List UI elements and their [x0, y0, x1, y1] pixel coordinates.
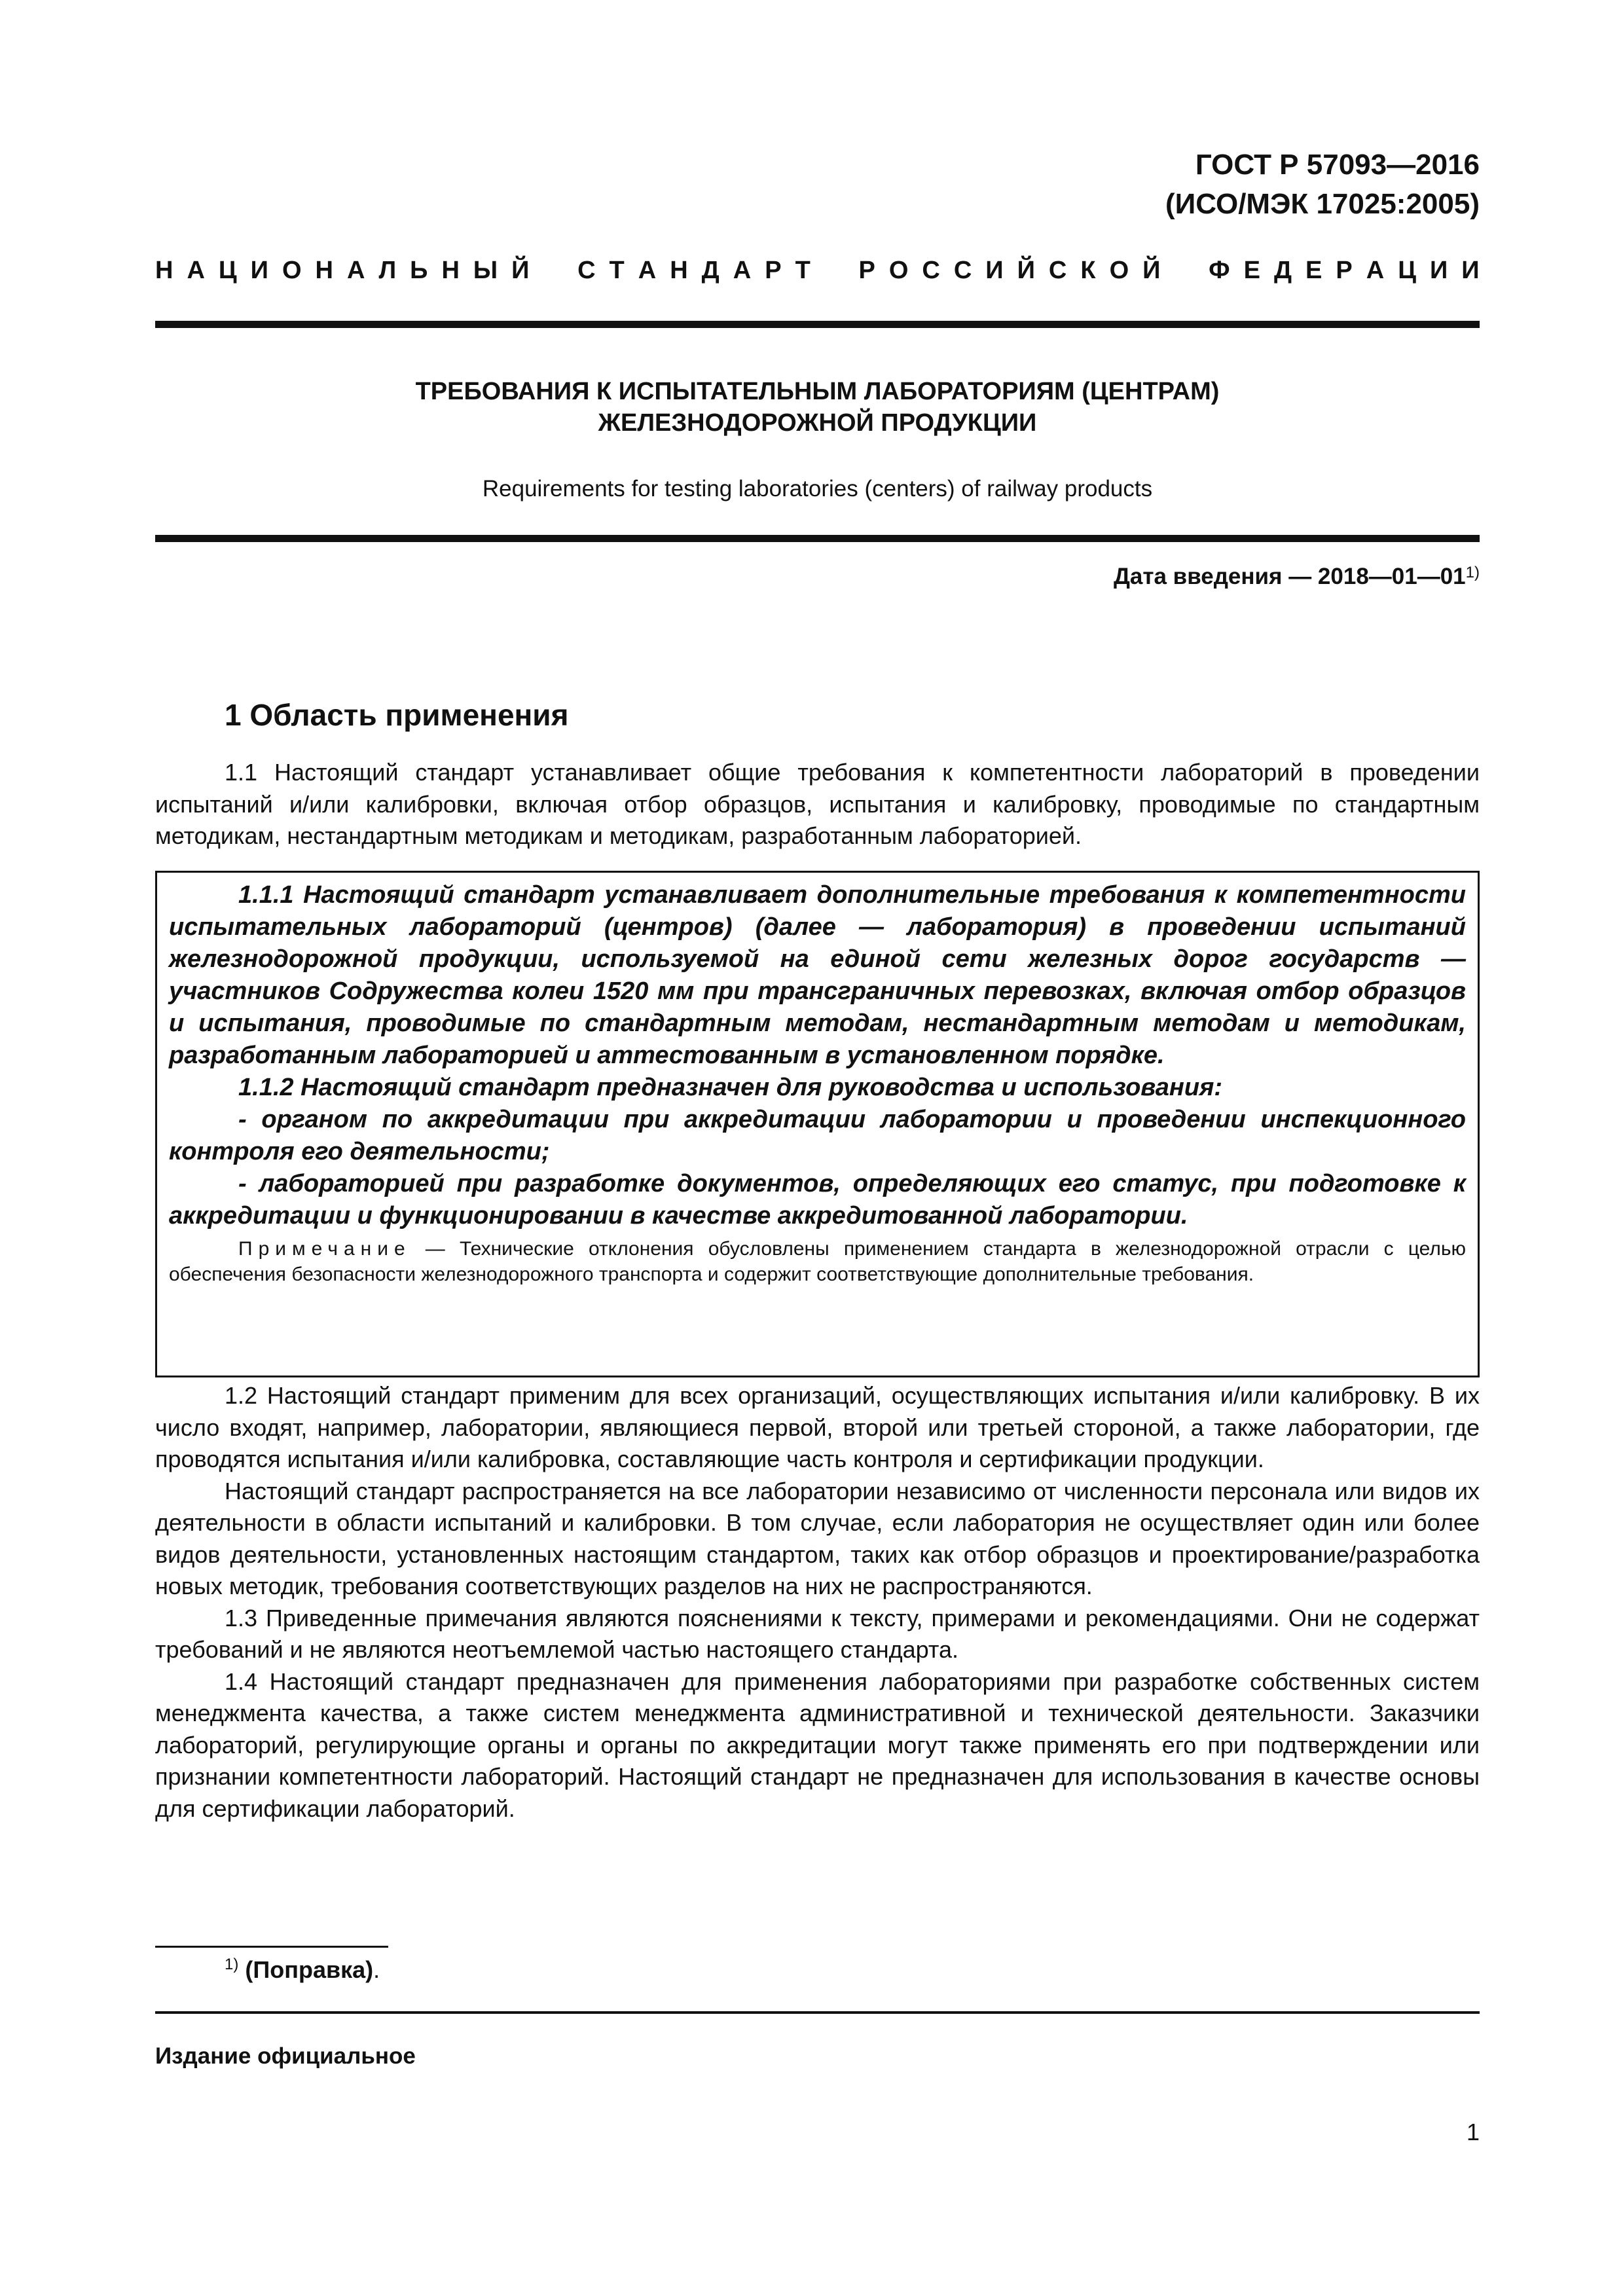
banner-letter: Ь [410, 257, 428, 284]
list-item-accreditation-body: - органом по аккредитации при аккредитации лаборатории и проведении инспекционного контроля его деятельности; [169, 1106, 1466, 1165]
document-title [155, 376, 1480, 439]
banner-letter: А [1366, 257, 1385, 284]
date-footnote-mark: 1) [1465, 564, 1480, 581]
title-line1: ТРЕБОВАНИЯ К ИСПЫТАТЕЛЬНЫМ ЛАБОРАТОРИЯМ (ЦЕНТРАМ) [415, 378, 1220, 405]
gost-code-line2: (ИСО/МЭК 17025:2005) [1165, 188, 1480, 220]
paragraph-1-2: 1.2 Настоящий стандарт применим для всех организаций, осуществляющих испытания и/или калибровку. В их число входят, например, лаборатории, являющиеся первой, второй или третьей стороной, а также лаборатории, где проводятся испытания и/или калибровка, составляющие часть контроля и сертификации продукции. [155, 1382, 1480, 1472]
paragraph-1-1-1: 1.1.1 Настоящий стандарт устанавливает дополнительные требования к компетентности испытательных лабораторий (центров) (далее — лаборатория) в проведении испытаний железнодорожной продукции, используемой на единой сети железных дорог государств — участников Содружества колеи 1520 мм при трансграничных перевозках, включая отбор образцов и испытания, проводимые по стандартным методам, нестандартным методам и методикам, разработанным лабораторией и аттестованным в установленном порядке. [169, 881, 1466, 1069]
list-item-laboratory: - лабораторией при разработке документов, определяющих его статус, при подготовке к аккредитации и функционировании в качестве аккредитованной лаборатории. [169, 1170, 1466, 1230]
banner-letter: Р [1336, 257, 1353, 284]
banner-space [824, 257, 845, 285]
banner-letter: Ы [473, 257, 498, 284]
footnote [225, 1955, 380, 1985]
paragraph-1-1: 1.1 Настоящий стандарт устанавливает общие требования к компетентности лабораторий в проведении испытаний и/или калибровки, включая отбор образцов, испытания и калибровку, проводимые по стандартным методикам, нестандартным методикам и методикам, разработанным лабораторией. [155, 759, 1480, 849]
banner-letter: Н [155, 257, 173, 284]
banner-letter: И [985, 257, 1004, 284]
banner-letter: А [733, 257, 752, 284]
banner-letter: К [1080, 257, 1096, 284]
national-standard-banner [155, 257, 1480, 285]
gost-code [1165, 145, 1480, 224]
gost-code-line1: ГОСТ Р 57093—2016 [1195, 149, 1480, 181]
paragraph-1-2-continued: Настоящий стандарт распространяется на все лаборатории независимо от численности персонала или видов их деятельности в области испытаний и калибровки. В том случае, если лаборатория не осуществляет один или более видов деятельности, установленных настоящим стандартом, таких как отбор образцов и проектирование/разработка новых методик, требования соответствующих разделов на них не распространяются. [155, 1477, 1480, 1599]
english-title: Requirements for testing laboratories (centers) of railway products [482, 476, 1153, 501]
paragraph-1-4: 1.4 Настоящий стандарт предназначен для применения лабораториями при разработке собственных систем менеджмента качества, а также систем менеджмента административной и технической деятельности. Заказчики лабораторий, регулирующие органы и органы по аккредитации могут также применять его при подтверждении или признании компетентности лабораторий. Настоящий стандарт не предназначен для использования в качестве основы для сертификации лабораторий. [155, 1667, 1480, 1822]
banner-letter: Е [1243, 257, 1260, 284]
note [169, 1236, 1466, 1287]
section-1-1 [155, 757, 1480, 852]
title-line2: ЖЕЛЕЗНОДОРОЖНОЙ ПРОДУКЦИИ [598, 409, 1037, 437]
official-edition-label: Издание официальное [155, 2043, 416, 2069]
banner-letter: Й [1142, 257, 1161, 284]
banner-letter: Н [441, 257, 460, 284]
section-1-2-to-1-4 [155, 1380, 1480, 1825]
banner-letter: Н [315, 257, 333, 284]
banner-letter: А [347, 257, 365, 284]
banner-letter: А [638, 257, 657, 284]
banner-letter: Й [511, 257, 530, 284]
header-rule [155, 321, 1480, 328]
banner-letter: О [888, 257, 909, 284]
footnote-text: (Поправка) [245, 1956, 374, 1983]
introduction-date-text: Дата введения — 2018—01—01 [1113, 564, 1466, 589]
banner-letter: И [1461, 257, 1480, 284]
page-number: 1 [1466, 2119, 1480, 2145]
note-text: — Технические отклонения обусловлены применением стандарта в железнодорожной отрасли с целью обеспечения безопасности железнодорожного транспорта и содержит соответствующие дополнительные требования. [169, 1238, 1466, 1285]
footnote-mark: 1) [225, 1956, 239, 1973]
title-rule [155, 535, 1480, 542]
banner-space [1174, 257, 1195, 285]
banner-letter: О [1109, 257, 1129, 284]
banner-letter: Д [701, 257, 720, 284]
footnote-rule [155, 1946, 388, 1948]
banner-letter: А [187, 257, 205, 284]
section-heading: 1 Область применения [225, 698, 569, 732]
footer-rule [155, 2011, 1480, 2014]
banner-letter: Р [765, 257, 782, 284]
banner-letter: Л [378, 257, 397, 284]
banner-letter: Е [1305, 257, 1322, 284]
footnote-tail: . [373, 1956, 380, 1983]
banner-letter: Й [1017, 257, 1035, 284]
banner-letter: Ц [218, 257, 237, 284]
banner-letter: Н [670, 257, 688, 284]
banner-letter: Т [795, 257, 811, 284]
banner-letter: Ц [1398, 257, 1416, 284]
banner-letter: Т [609, 257, 625, 284]
introduction-date [1114, 562, 1480, 592]
banner-letter: Д [1273, 257, 1292, 284]
paragraph-1-1-2: 1.1.2 Настоящий стандарт предназначен для руководства и использования: [238, 1074, 1223, 1101]
banner-letter: Ф [1209, 257, 1230, 284]
banner-space [543, 257, 564, 285]
banner-letter: Р [858, 257, 875, 284]
banner-letter: И [250, 257, 268, 284]
paragraph-1-3: 1.3 Приведенные примечания являются пояснениями к тексту, примерами и рекомендациями. Они не содержат требований и не являются неотъемлемой частью настоящего стандарта. [155, 1604, 1480, 1663]
banner-letter: С [953, 257, 972, 284]
banner-letter: И [1429, 257, 1448, 284]
banner-letter: С [1048, 257, 1067, 284]
railway-supplement-box [155, 871, 1480, 1377]
banner-letter: С [922, 257, 940, 284]
banner-letter: С [577, 257, 596, 284]
note-label: Примечание [238, 1238, 411, 1260]
banner-letter: О [282, 257, 302, 284]
